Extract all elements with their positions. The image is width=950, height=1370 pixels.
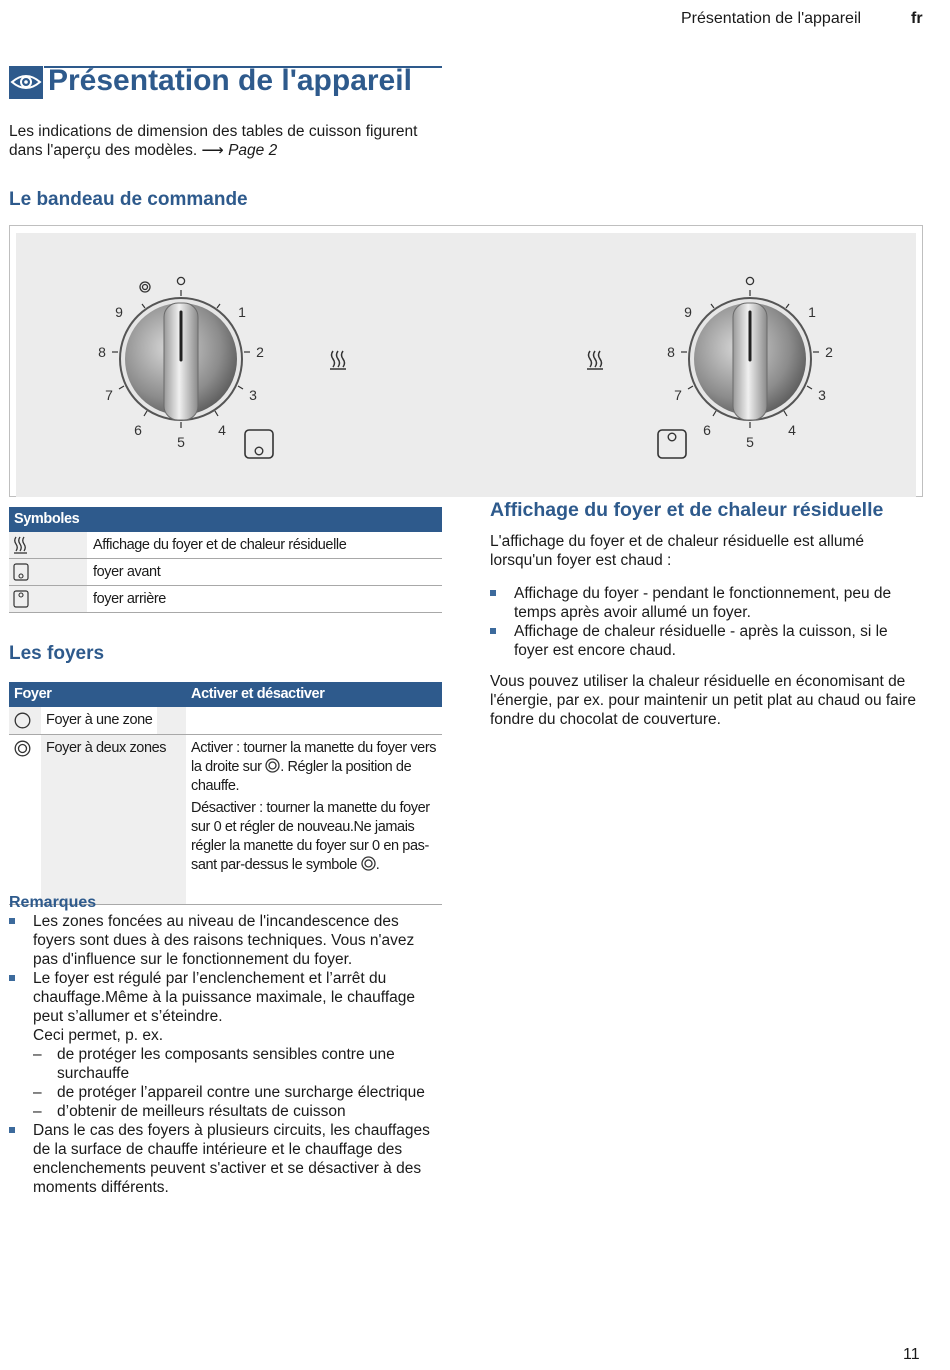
table-row: [9, 532, 442, 559]
rear-hob-panel-icon: [658, 430, 686, 458]
symbol-label: foyer arrière: [93, 591, 166, 607]
list-item: Dans le cas des foyers à plusieurs circuits, les chauffages de la surface de chauffe intérieure et le chauffage des enclenchements peuvent s'activer et se désactiver à des moments différents.: [9, 1121, 441, 1197]
hobs-table-header: [9, 682, 442, 707]
rear-hob-icon: [13, 590, 83, 608]
table-row: [9, 586, 442, 613]
front-hob-icon: [13, 563, 83, 581]
residual-heat-panel-icon-right: [587, 351, 603, 369]
hob-label: Foyer à deux zones: [41, 735, 186, 904]
table-row: [9, 735, 442, 905]
knob-left-4: 4: [218, 422, 226, 438]
knob-right-4: 4: [788, 422, 796, 438]
section-heading-control-panel: Le bandeau de commande: [9, 189, 248, 210]
section-heading-residual-heat: Affichage du foyer et de chaleur résiduelle: [490, 499, 884, 521]
front-hob-panel-icon: [245, 430, 273, 458]
single-zone-icon: [9, 707, 41, 734]
list-item: Affichage du foyer - pendant le fonctionnement, peu de temps après avoir allumé un foyer.: [490, 584, 922, 622]
knob-left-5: 5: [177, 434, 185, 450]
hobs-table: [9, 682, 442, 905]
knob-right-5: 5: [746, 434, 754, 450]
residual-bullets: [490, 584, 922, 660]
activate-instruction: Activer : tourner la manette du foyer vers la droite sur . Régler la position de chauffe.: [191, 740, 437, 794]
knob-left-7: 7: [105, 387, 113, 403]
left-knob: [112, 277, 250, 428]
knob-left-2: 2: [256, 344, 264, 360]
knob-right-8: 8: [667, 344, 675, 360]
knob-right-7: 7: [674, 387, 682, 403]
remarks-block: [9, 893, 441, 1197]
residual-heat-panel-icon-left: [330, 351, 346, 369]
dual-zone-inline-icon: [361, 857, 376, 873]
knob-left-6: 6: [134, 422, 142, 438]
knob-left-8: 8: [98, 344, 106, 360]
dash-item: – d’obtenir de meilleurs résultats de cuisson: [33, 1103, 346, 1120]
arrow-icon: ⟶: [201, 142, 224, 159]
bullet-icon: [9, 918, 15, 924]
right-knob: [681, 277, 819, 428]
language-code: fr: [911, 10, 923, 27]
deactivate-instruction: Désactiver : tourner la manette du foyer sur 0 et régler de nouveau.Ne jamais régler la manette du foyer sur 0 en pas-sant par-dessus le symbole .: [191, 800, 430, 873]
column-header-hob: Foyer: [14, 686, 52, 702]
control-panel-figure: [9, 225, 923, 497]
bullet-icon: [490, 590, 496, 596]
dual-zone-icon: [9, 735, 41, 904]
list-item: Les zones foncées au niveau de l'incandescence des foyers sont dues à des raisons techniques. Vous n'avez pas d'influence sur le fonctionnement du foyer.: [9, 912, 441, 969]
knob-left-1: 1: [238, 304, 246, 320]
list-item: Le foyer est régulé par l’enclenchement et l’arrêt du chauffage.Même à la puissance maximale, le chauffage peut s’allumer et s’éteindre. Ceci permet, p. ex. – de protéger les composants sensibles contre une surchauffe – de protéger l’appareil contre une surcharge électrique – d’obtenir de meilleurs résultats de cuisson: [9, 969, 441, 1121]
knob-right-1: 1: [808, 304, 816, 320]
page-reference: Page 2: [228, 142, 278, 159]
intro-paragraph: [9, 122, 439, 160]
knob-right-9: 9: [684, 304, 692, 320]
intro-text: Les indications de dimension des tables de cuisson figurent dans l'aperçu des modèles.: [9, 123, 418, 159]
dash-item: – de protéger les composants sensibles contre une surchauffe: [33, 1046, 395, 1082]
remarks-heading: Remarques: [9, 894, 97, 911]
dual-zone-inline-icon: [265, 759, 280, 775]
running-title: Présentation de l'appareil: [681, 10, 862, 27]
list-item: Affichage de chaleur résiduelle - après la cuisson, si le foyer est encore chaud.: [490, 622, 922, 660]
bullet-icon: [9, 975, 15, 981]
residual-outro: Vous pouvez utiliser la chaleur résiduelle en économisant de l'énergie, par ex. pour maintenir un petit plat au chaud ou faire fondre du chocolat de couverture.: [490, 673, 917, 728]
symbols-table: [9, 507, 442, 613]
knob-right-6: 6: [703, 422, 711, 438]
table-row: [9, 559, 442, 586]
page-title: Présentation de l'appareil: [48, 64, 412, 97]
dash-item: – de protéger l’appareil contre une surcharge électrique: [33, 1084, 425, 1101]
eye-icon: [9, 66, 43, 99]
hob-label: Foyer à une zone: [41, 707, 157, 734]
section-heading-hobs: Les foyers: [9, 643, 105, 664]
bullet-icon: [490, 628, 496, 634]
symbol-label: foyer avant: [93, 564, 161, 580]
residual-intro: L'affichage du foyer et de chaleur résiduelle est allumé lorsqu'un foyer est chaud :: [490, 533, 865, 569]
knob-left-9: 9: [115, 304, 123, 320]
list-item-continuation: Ceci permet, p. ex.: [33, 1027, 164, 1044]
bullet-icon: [9, 1127, 15, 1133]
symbols-table-header: Symboles: [9, 507, 442, 532]
page-number: 11: [903, 1346, 920, 1363]
symbol-label: Affichage du foyer et de chaleur résiduelle: [93, 537, 347, 553]
knob-left-3: 3: [249, 387, 257, 403]
knob-right-2: 2: [825, 344, 833, 360]
column-header-activate: Activer et désactiver: [191, 686, 325, 702]
residual-heat-icon: [13, 536, 83, 554]
table-row: [9, 707, 442, 735]
knob-right-3: 3: [818, 387, 826, 403]
